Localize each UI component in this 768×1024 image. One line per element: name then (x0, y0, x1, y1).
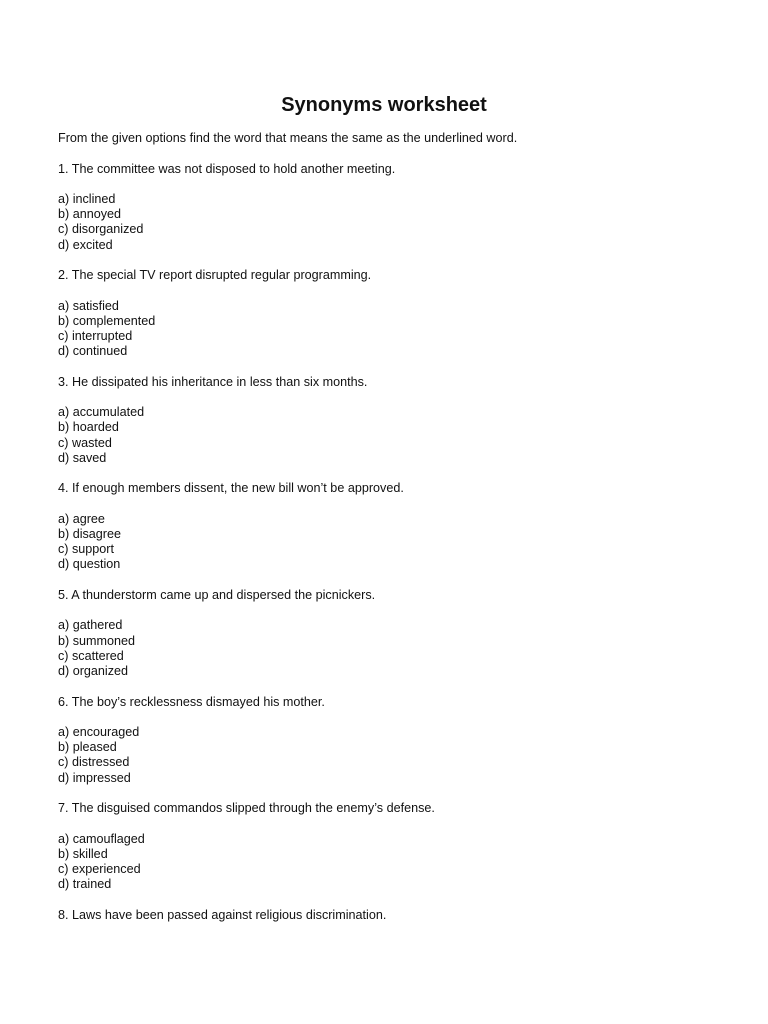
question-text: 6. The boy’s recklessness dismayed his mother. (58, 694, 325, 709)
question-1 (58, 162, 738, 253)
option-c: c) distressed (58, 755, 130, 770)
option-c: c) scattered (58, 648, 124, 663)
question-text: 3. He dissipated his inheritance in less than six months. (58, 374, 368, 389)
page-title: Synonyms worksheet (281, 94, 487, 116)
option-a: a) gathered (58, 618, 123, 633)
option-c: c) wasted (58, 435, 112, 450)
option-b: b) pleased (58, 740, 117, 755)
option-a: a) inclined (58, 192, 116, 206)
question-text: 5. A thunderstorm came up and dispersed the picnickers. (58, 587, 376, 602)
option-b: b) hoarded (58, 420, 119, 435)
question-7 (58, 801, 738, 892)
options-list (58, 405, 738, 466)
question-text: 8. Laws have been passed against religious discrimination. (58, 907, 387, 922)
options-list (58, 512, 738, 573)
question-5 (58, 588, 738, 679)
option-d: d) impressed (58, 770, 131, 785)
option-d: d) saved (58, 450, 107, 465)
options-list (58, 618, 738, 679)
options-list (58, 192, 738, 253)
option-d: d) excited (58, 237, 113, 252)
question-text: 2. The special TV report disrupted regular programming. (58, 268, 372, 283)
question-2 (58, 268, 738, 359)
option-c: c) support (58, 542, 114, 557)
question-4 (58, 481, 738, 572)
worksheet-content (58, 131, 738, 938)
question-8 (58, 908, 738, 923)
option-b: b) skilled (58, 846, 108, 861)
question-text: 1. The committee was not disposed to hold another meeting. (58, 161, 396, 176)
option-b: b) summoned (58, 633, 135, 648)
option-c: c) disorganized (58, 222, 144, 237)
question-3 (58, 375, 738, 466)
option-b: b) complemented (58, 313, 156, 328)
option-a: a) satisfied (58, 298, 119, 313)
option-c: c) interrupted (58, 329, 133, 344)
question-text: 4. If enough members dissent, the new bill won’t be approved. (58, 481, 404, 496)
option-d: d) trained (58, 877, 112, 892)
option-b: b) disagree (58, 527, 122, 542)
option-a: a) encouraged (58, 725, 140, 740)
question-6 (58, 695, 738, 786)
option-a: a) agree (58, 511, 105, 526)
option-c: c) experienced (58, 862, 141, 877)
option-a: a) accumulated (58, 405, 145, 420)
options-list (58, 299, 738, 360)
option-d: d) question (58, 557, 121, 572)
option-a: a) camouflaged (58, 831, 145, 846)
question-text: 7. The disguised commandos slipped through the enemy’s defense. (58, 801, 435, 816)
options-list (58, 725, 738, 786)
option-d: d) continued (58, 344, 128, 359)
options-list (58, 832, 738, 893)
option-b: b) annoyed (58, 207, 122, 222)
instructions-text: From the given options find the word that means the same as the underlined word. (58, 131, 518, 145)
option-d: d) organized (58, 664, 129, 679)
